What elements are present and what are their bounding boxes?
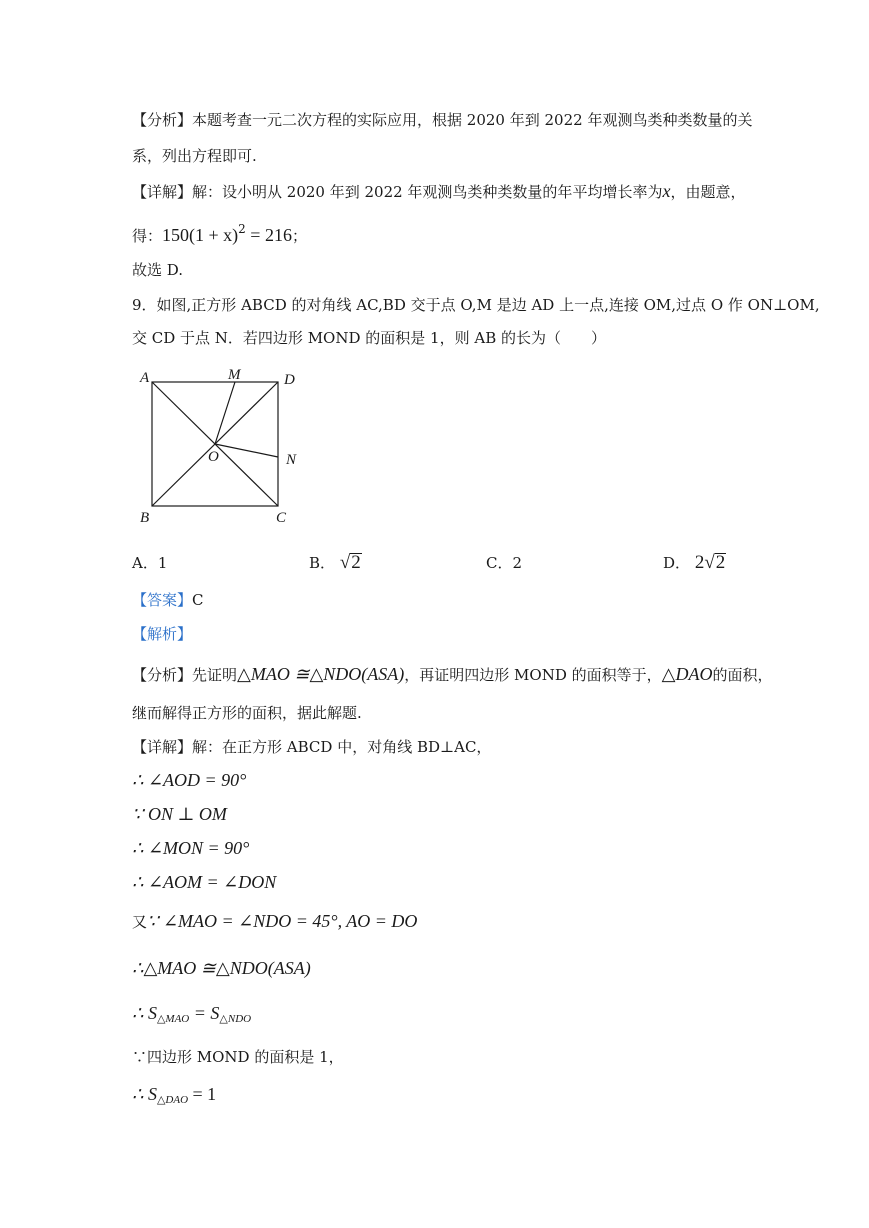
detail-text: 解：设小明从 2020 年到 2022 年观测鸟类种类数量的年平均增长率为 [192,183,663,201]
jiexi-tag: 【解析】 [132,625,193,643]
equation-end: ； [291,227,307,245]
equation-left: 150(1 + x) [162,225,239,245]
choice-d[interactable] [663,553,726,573]
detail2-text: 解：在正方形 ABCD 中，对角线 BD⊥AC， [192,738,492,756]
choice-d-label: D． [663,554,691,572]
step-5-expression: ∵ ∠MAO = ∠NDO = 45°, AO = DO [147,911,418,931]
step-6: ∴△MAO ≅△NDO(ASA) [132,958,311,978]
label-n: N [286,452,297,468]
analysis-text: 本题考查一元二次方程的实际应用，根据 2020 年到 2022 年观测鸟类种类数量的关 [192,111,753,129]
choice-c-label: C． [486,554,513,572]
question-line-2 [132,328,606,348]
congruence-expression: △MAO ≅△NDO(ASA) [237,664,405,684]
analysis-line-2 [132,146,257,166]
choice-c-value: 2 [512,554,523,572]
step-9 [132,1084,216,1110]
choice-b-label: B． [309,554,336,572]
detail2-line [132,737,491,757]
analysis2-mid: ，再证明四边形 MOND 的面积等于， [404,666,662,684]
analysis2-tag: 【分析】 [132,666,193,684]
step-1: ∴ ∠AOD = 90° [132,770,247,790]
analysis-tag: 【分析】 [132,111,193,129]
analysis2-line-2 [132,703,362,723]
answer-tag: 【答案】 [132,591,193,609]
choice-a-value: 1 [157,554,168,572]
detail-tail: ，由题意， [670,183,746,201]
label-o: O [208,449,219,465]
question-line-1 [132,295,820,315]
answer-value: C [192,591,204,609]
label-a: A [140,370,150,386]
conclusion-text: 故选 D. [132,261,184,279]
sqrt-expression: √2 [339,552,361,573]
step-9-post: = 1 [188,1084,217,1104]
choice-c[interactable] [486,553,522,573]
analysis-text-2: 系，列出方程即可. [132,147,257,165]
step-3: ∴ ∠MON = 90° [132,838,250,858]
square-figure [138,362,308,528]
analysis-line-1 [132,110,752,130]
detail-equation [132,219,307,246]
step-2: ∵ ON ⊥ OM [132,804,227,824]
detail-conclusion [132,260,183,280]
choice-b[interactable] [309,553,362,573]
jiexi-line [132,624,192,644]
detail-line-1 [132,181,745,202]
question-text-2: 交 CD 于点 N．若四边形 MOND 的面积是 1，则 AB 的长为（ ） [132,329,606,347]
segment-on [215,444,278,457]
equation-prefix: 得： [132,227,163,245]
step-7-mid: = S [189,1003,220,1023]
analysis2-post: 的面积， [712,666,773,684]
question-text-1: 9．如图,正方形 ABCD 的对角线 AC,BD 交于点 O,M 是边 AD 上一点,连接 OM,过点 O 作 ON⊥OM, [132,296,820,314]
analysis2-line-1 [132,664,773,685]
label-b: B [140,510,150,526]
choice-d-value: 2 [715,552,726,573]
label-m: M [228,367,241,383]
choice-d-coef: 2 [694,552,705,573]
step-4: ∴ ∠AOM = ∠DON [132,872,277,892]
step-7-sub1: △MAO [156,1013,190,1025]
choice-a-label: A． [132,554,158,572]
equation-right: = 216 [245,225,292,245]
choice-a[interactable] [132,553,167,573]
detail-tag: 【详解】 [132,183,193,201]
answer-line [132,590,204,610]
label-d: D [284,372,295,388]
step-7-pre: ∴ S [132,1003,157,1023]
step-5-prefix: 又 [132,913,148,931]
step-8: ∵四边形 MOND 的面积是 1， [132,1048,344,1066]
equation-exponent: 2 [238,222,246,236]
step-7-sub2: △NDO [219,1013,252,1025]
step-9-pre: ∴ S [132,1084,157,1104]
step-7 [132,1003,251,1029]
triangle-dao: △DAO [661,664,713,684]
analysis2-pre: 先证明 [192,666,238,684]
label-c: C [276,510,287,526]
sqrt-expression-d: 2√2 [694,552,726,573]
analysis2-text-2: 继而解得正方形的面积，据此解题. [132,704,362,722]
variable-x: x [662,181,671,201]
step-9-sub: △DAO [156,1094,189,1106]
step-5 [132,911,417,932]
choice-b-value: 2 [351,552,361,573]
detail2-tag: 【详解】 [132,738,193,756]
